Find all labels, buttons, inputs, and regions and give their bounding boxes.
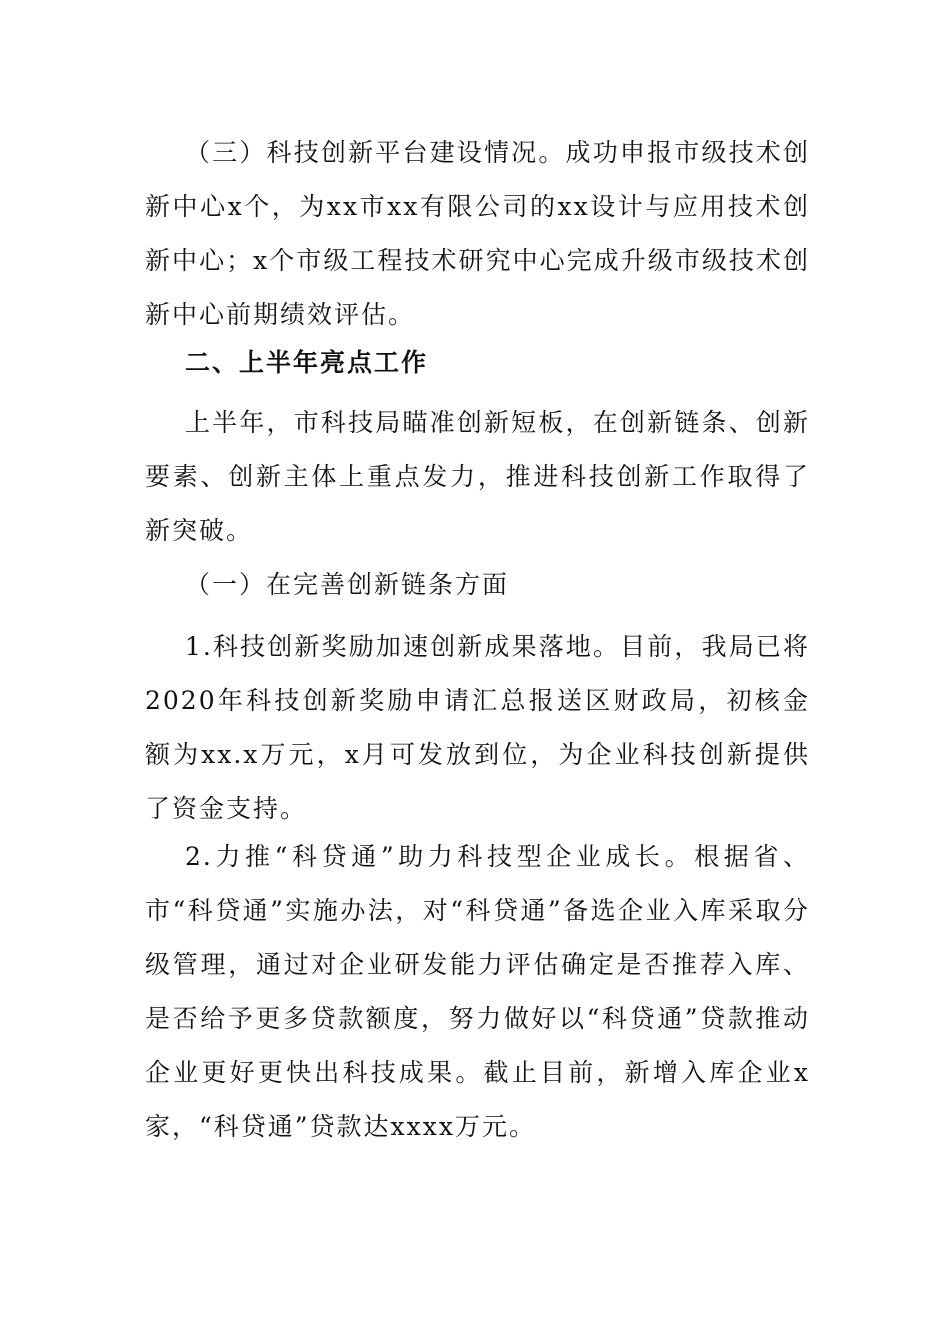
paragraph-innovation-rewards: 1.科技创新奖励加速创新成果落地。目前，我局已将2020年科技创新奖励申请汇总报送区财政局，初核金额为xx.x万元，x月可发放到位，为企业科技创新提供了资金支持。 xyxy=(145,632,810,823)
paragraph-kedaitong: 2.力推“科贷通”助力科技型企业成长。根据省、市“科贷通”实施办法，对“科贷通”备选企业入库采取分级管理，通过对企业研发能力评估确定是否推荐入库、是否给予更多贷款额度，努力做好以“科贷通”贷款推动企业更好更快出科技成果。截止目前，新增入库企业x家，“科贷通”贷款达xxxx万元。 xyxy=(145,842,810,1141)
paragraph-platform-construction: （三）科技创新平台建设情况。成功申报市级技术创新中心x个，为xx市xx有限公司的xx设计与应用技术创新中心；x个市级工程技术研究中心完成升级市级技术创新中心前期绩效评估。 xyxy=(145,138,810,329)
section-heading-highlights: 二、上半年亮点工作 xyxy=(185,348,429,377)
subheading-innovation-chain: （一）在完善创新链条方面 xyxy=(185,570,510,599)
paragraph-highlights-intro: 上半年，市科技局瞄准创新短板，在创新链条、创新要素、创新主体上重点发力，推进科技创新工作取得了新突破。 xyxy=(145,408,810,545)
